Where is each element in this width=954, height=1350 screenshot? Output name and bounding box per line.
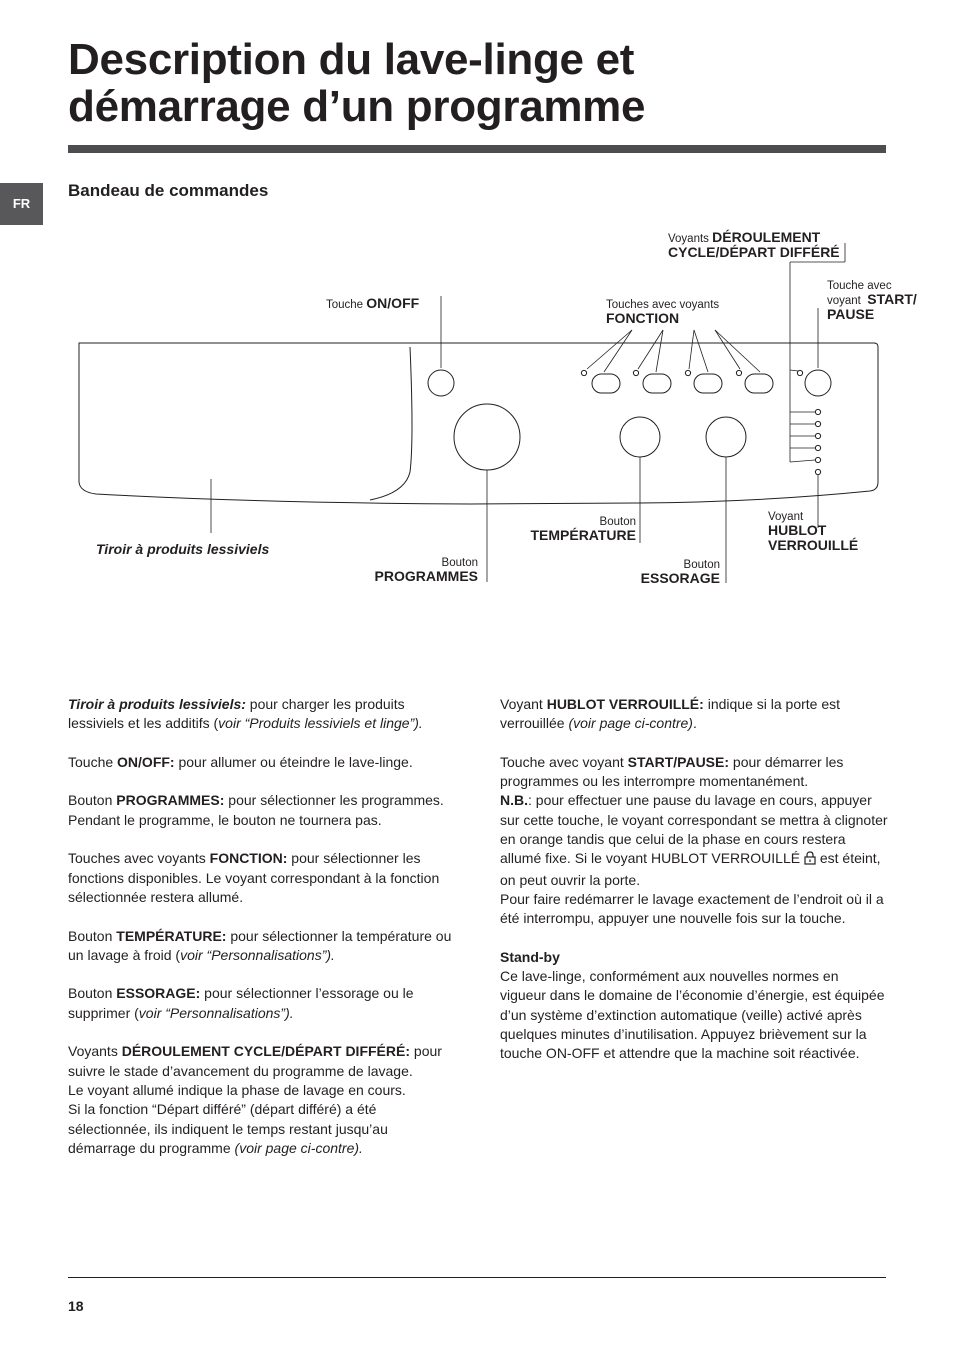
tiroir-description: Tiroir à produits lessiviels: pour charger les produits lessiviels et les additifs (voir “Produits lessiviels et linge”). xyxy=(68,696,423,732)
fonction-description: Touches avec voyants FONCTION: pour sélectionner les fonctions disponibles. Le voyant correspondant à la fonction sélectionnée restera allumé. xyxy=(68,850,440,905)
lock-icon xyxy=(804,851,816,870)
start-led xyxy=(797,370,802,375)
nb-description-2: Pour faire redémarrer le lavage exactement de l’endroit où il a été interrompu, appuyer une nouvelle fois sur la touche. xyxy=(500,890,884,927)
temperature-knob-shape xyxy=(620,417,660,457)
label-temperature: Bouton TEMPÉRATURE xyxy=(530,516,636,543)
programmes-description: Bouton PROGRAMMES: pour sélectionner les programmes. Pendant le programme, le bouton ne tournera pas. xyxy=(68,792,444,828)
label-hublot: Voyant HUBLOT VERROUILLÉ xyxy=(768,511,859,553)
function-button-1 xyxy=(592,374,620,393)
label-voyants-deroulement: Voyants DÉROULEMENT CYCLE/DÉPART DIFFÉRÉ xyxy=(668,229,840,260)
label-fonction: Touches avec voyants FONCTION xyxy=(606,299,720,326)
voyants-description: Voyants DÉROULEMENT CYCLE/DÉPART DIFFÉRÉ: pour suivre le stade d’avancement du programme de lavage. xyxy=(68,1043,442,1079)
label-onoff: Touche ON/OFF xyxy=(326,295,420,311)
start-pause-button-shape xyxy=(805,370,831,396)
onoff-button-shape xyxy=(428,370,454,396)
drawer-divider xyxy=(370,347,412,500)
label-programmes: Bouton PROGRAMMES xyxy=(374,557,478,584)
essorage-knob-shape xyxy=(706,417,746,457)
standby-description: Ce lave-linge, conformément aux nouvelles normes en vigueur dans le domaine de l’économie d’énergie, est équipée d’un système d’extinction automatique (veille) activé après quelques minutes d’inutilisation. Appuyez brièvement sur la touche ON-OFF et attendre que la machine soit réactivée. xyxy=(500,968,885,1062)
programmes-knob-shape xyxy=(454,404,520,470)
left-column xyxy=(68,695,456,1158)
standby-title: Stand-by xyxy=(500,948,560,965)
start-pause-description: Touche avec voyant START/PAUSE: pour démarrer les programmes ou les interrompre momentanément. xyxy=(500,753,844,790)
function-led-2 xyxy=(633,370,638,375)
function-led-4 xyxy=(736,370,741,375)
label-start-pause: Touche avec voyant START/ PAUSE xyxy=(827,280,917,322)
voyants-description-2: Le voyant allumé indique la phase de lavage en cours. xyxy=(68,1081,406,1098)
label-tiroir: Tiroir à produits lessiviels xyxy=(96,541,270,557)
essorage-description: Bouton ESSORAGE: pour sélectionner l’essorage ou le supprimer (voir “Personnalisations”). xyxy=(68,985,414,1021)
function-button-4 xyxy=(745,374,773,393)
function-button-3 xyxy=(694,374,722,393)
page-number: 18 xyxy=(68,1298,84,1314)
language-tab: FR xyxy=(0,183,43,225)
voyants-description-3: Si la fonction “Départ différé” (départ différé) a été sélectionnée, ils indiquent le temps restant jusqu’au démarrage du programme (voir page ci-contre). xyxy=(68,1101,388,1156)
right-column xyxy=(500,695,888,1083)
function-button-2 xyxy=(643,374,671,393)
footer-rule xyxy=(68,1277,886,1278)
panel-outline xyxy=(79,343,878,504)
nb-description: N.B.: pour effectuer une pause du lavage en cours, appuyer sur cette touche, le voyant correspondant se mettra à clignoter en orange tandis que celui de la phase en cours restera allumé fixe. Si le voyant HUBLOT VERROUILLÉ est éteint, on peut ouvrir la porte. xyxy=(500,792,888,888)
function-led-3 xyxy=(685,370,690,375)
section-title: Bandeau de commandes xyxy=(68,181,269,200)
onoff-description: Touche ON/OFF: pour allumer ou éteindre le lave-linge. xyxy=(68,753,413,770)
label-essorage: Bouton ESSORAGE xyxy=(640,559,720,586)
function-led-1 xyxy=(581,370,586,375)
title-line-2: démarrage d’un programme xyxy=(68,82,646,131)
temperature-description: Bouton TEMPÉRATURE: pour sélectionner la température ou un lavage à froid (voir “Personnalisations”). xyxy=(68,927,452,963)
title-line-1: Description du lave-linge et xyxy=(68,35,635,84)
hublot-description: Voyant HUBLOT VERROUILLÉ: indique si la porte est verrouillée (voir page ci-contre). xyxy=(500,696,841,732)
